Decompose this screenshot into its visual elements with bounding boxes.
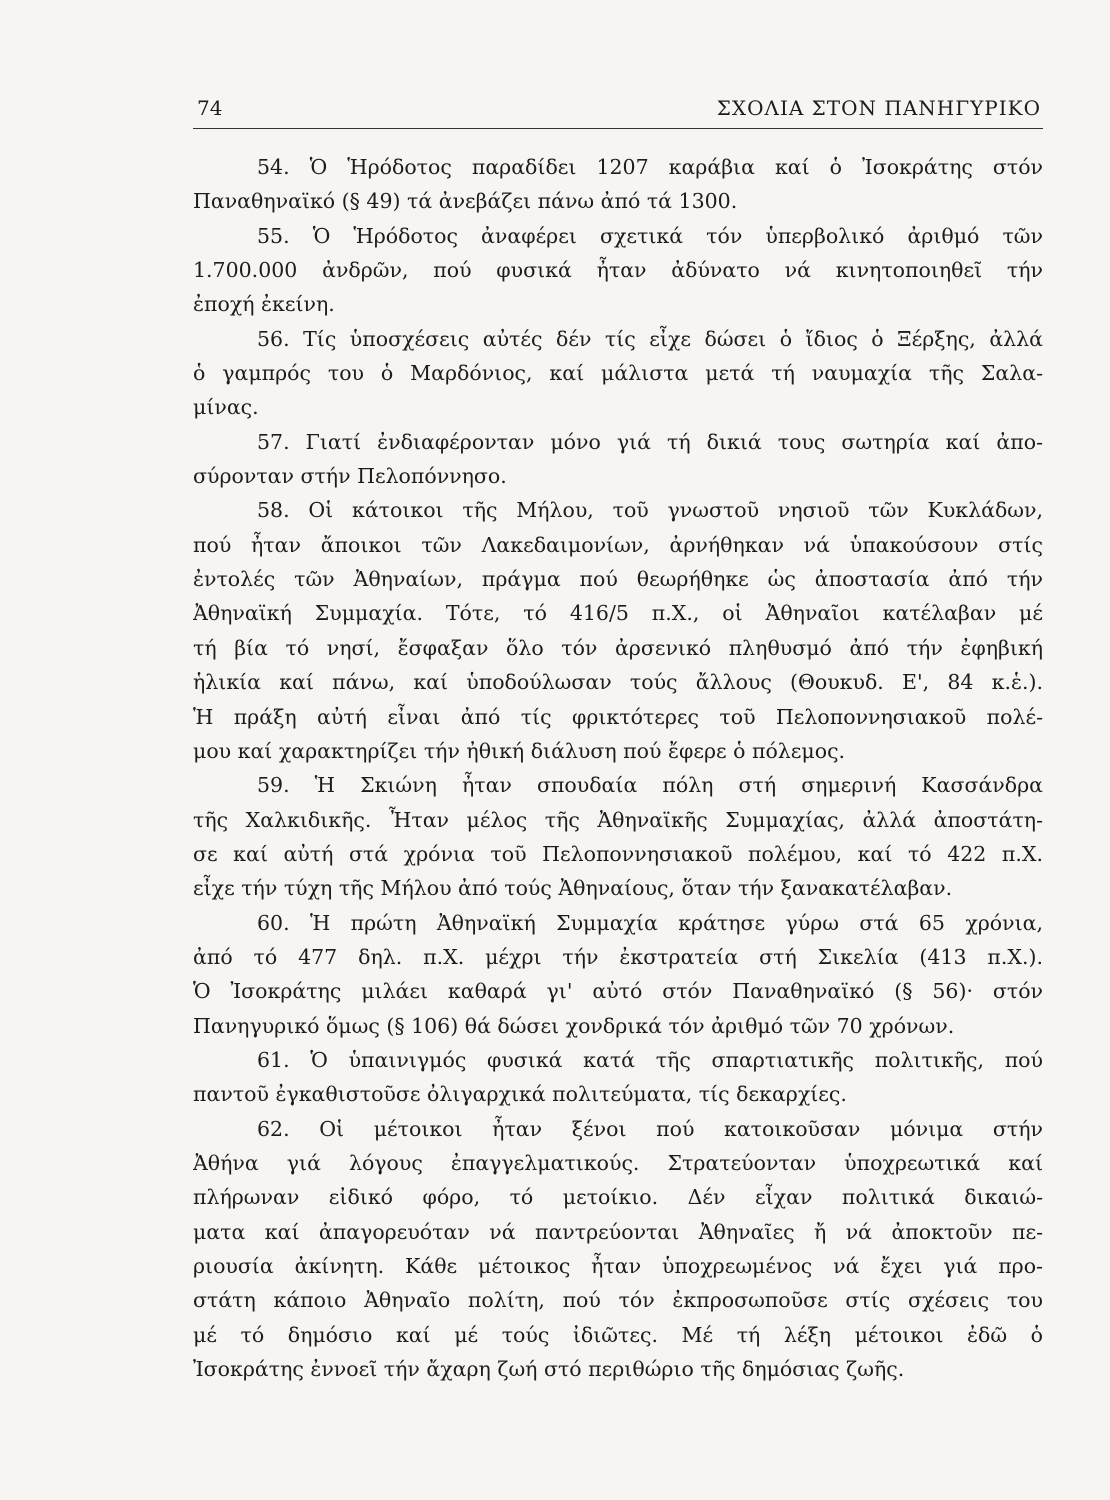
note-58-line: 58. Οἱ κάτοικοι τῆς Μήλου, τοῦ γνωστοῦ νησιοῦ τῶν Κυκλάδων, bbox=[257, 498, 1043, 523]
note-60-line: Πανηγυρικό ὅμως (§ 106) θά δώσει χονδρικά τόν ἀριθμό τῶν 70 χρόνων. bbox=[193, 1013, 955, 1038]
note-58-line: τή βία τό νησί, ἔσφαξαν ὅλο τόν ἀρσενικό πληθυσμό ἀπό τήν ἐφηβική bbox=[193, 635, 1043, 660]
commentary-notes bbox=[193, 150, 1043, 1386]
note-60-line: Ὁ Ἰσοκράτης μιλάει καθαρά γι' αὐτό στόν Παναθηναϊκό (§ 56)· στόν bbox=[193, 979, 1043, 1004]
page-header bbox=[193, 92, 1043, 129]
note-54-line: Παναθηναϊκό (§ 49) τά ἀνεβάζει πάνω ἀπό τά 1300. bbox=[193, 189, 738, 214]
note-62-line: 62. Οἱ μέτοικοι ἦταν ξένοι πού κατοικοῦσαν μόνιμα στήν bbox=[257, 1116, 1043, 1141]
note-56-line: 56. Τίς ὑποσχέσεις αὐτές δέν τίς εἶχε δώσει ὁ ἴδιος ὁ Ξέρξης, ἀλλά bbox=[257, 326, 1043, 351]
note-57-line: 57. Γιατί ἐνδιαφέρονταν μόνο γιά τή δικιά τους σωτηρία καί ἀπο- bbox=[257, 429, 1043, 454]
note-61-line: παντοῦ ἐγκαθιστοῦσε ὀλιγαρχικά πολιτεύματα, τίς δεκαρχίες. bbox=[193, 1082, 847, 1107]
note-57-line: σύρονταν στήν Πελοπόννησο. bbox=[193, 464, 507, 489]
note-61-line: 61. Ὁ ὑπαινιγμός φυσικά κατά τῆς σπαρτιατικῆς πολιτικῆς, πού bbox=[257, 1047, 1043, 1072]
note-58-line: ἡλικία καί πάνω, καί ὑποδούλωσαν τούς ἄλλους (Θουκυδ. Ε', 84 κ.ἑ.). bbox=[193, 670, 1043, 695]
note-59-line: σε καί αὐτή στά χρόνια τοῦ Πελοποννησιακοῦ πολέμου, καί τό 422 π.Χ. bbox=[193, 841, 1043, 866]
note-62-line: στάτη κάποιο Ἀθηναῖο πολίτη, πού τόν ἐκπροσωποῦσε στίς σχέσεις του bbox=[193, 1288, 1043, 1313]
note-56-line: μίνας. bbox=[193, 395, 259, 420]
note-62-line: ριουσία ἀκίνητη. Κάθε μέτοικος ἦταν ὑποχρεωμένος νά ἔχει γιά προ- bbox=[193, 1254, 1043, 1278]
note-58-line: πού ἦταν ἄποικοι τῶν Λακεδαιμονίων, ἀρνήθηκαν νά ὑπακούσουν στίς bbox=[193, 532, 1043, 557]
note-62-line: Ἰσοκράτης ἐννοεῖ τήν ἄχαρη ζωή στό περιθώριο τῆς δημόσιας ζωῆς. bbox=[193, 1357, 905, 1382]
page-number: 74 bbox=[197, 96, 223, 120]
note-62-line: μέ τό δημόσιο καί μέ τούς ἰδιῶτες. Μέ τή λέξη μέτοικοι ἐδῶ ὁ bbox=[193, 1322, 1043, 1347]
note-59-line: 59. Ἡ Σκιώνη ἦταν σπουδαία πόλη στή σημερινή Κασσάνδρα bbox=[257, 773, 1043, 798]
note-55-line: 1.700.000 ἀνδρῶν, πού φυσικά ἦταν ἀδύνατο νά κινητοποιηθεῖ τήν bbox=[193, 258, 1043, 283]
note-60-line: ἀπό τό 477 δηλ. π.Χ. μέχρι τήν ἐκστρατεία στή Σικελία (413 π.Χ.). bbox=[193, 944, 1043, 969]
note-60-line: 60. Ἡ πρώτη Ἀθηναϊκή Συμμαχία κράτησε γύρω στά 65 χρόνια, bbox=[257, 910, 1043, 935]
note-59-line: τῆς Χαλκιδικῆς. Ἦταν μέλος τῆς Ἀθηναϊκῆς Συμμαχίας, ἀλλά ἀποστάτη- bbox=[193, 807, 1043, 832]
note-55-line: ἐποχή ἐκείνη. bbox=[193, 292, 335, 317]
note-54-line: 54. Ὁ Ἡρόδοτος παραδίδει 1207 καράβια καί ὁ Ἰσοκράτης στόν bbox=[257, 155, 1043, 179]
note-56-line: ὁ γαμπρός του ὁ Μαρδόνιος, καί μάλιστα μετά τή ναυμαχία τῆς Σαλα- bbox=[193, 361, 1043, 386]
note-62-line: Ἀθήνα γιά λόγους ἐπαγγελματικούς. Στρατεύονταν ὑποχρεωτικά καί bbox=[193, 1150, 1043, 1175]
running-title: ΣΧΟΛΙΑ ΣΤΟΝ ΠΑΝΗΓΥΡΙΚΟ bbox=[716, 96, 1041, 120]
note-59-line: εἶχε τήν τύχη τῆς Μήλου ἀπό τούς Ἀθηναίους, ὅταν τήν ξανακατέλαβαν. bbox=[193, 876, 953, 901]
note-58-line: Ἀθηναϊκή Συμμαχία. Τότε, τό 416/5 π.Χ., οἱ Ἀθηναῖοι κατέλαβαν μέ bbox=[193, 601, 1043, 626]
note-62-line: πλήρωναν εἰδικό φόρο, τό μετοίκιο. Δέν εἶχαν πολιτικά δικαιώ- bbox=[193, 1185, 1043, 1210]
note-58-line: μου καί χαρακτηρίζει τήν ἠθική διάλυση πού ἔφερε ὁ πόλεμος. bbox=[193, 738, 846, 763]
note-58-line: Ἡ πράξη αὐτή εἶναι ἀπό τίς φρικτότερες τοῦ Πελοποννησιακοῦ πολέ- bbox=[193, 704, 1043, 729]
note-58-line: ἐντολές τῶν Ἀθηναίων, πράγμα πού θεωρήθηκε ὡς ἀποστασία ἀπό τήν bbox=[193, 567, 1043, 592]
note-62-line: ματα καί ἀπαγορευόταν νά παντρεύονται Ἀθηναῖες ἤ νά ἀποκτοῦν πε- bbox=[193, 1219, 1043, 1244]
note-55-line: 55. Ὁ Ἡρόδοτος ἀναφέρει σχετικά τόν ὑπερβολικό ἀριθμό τῶν bbox=[257, 223, 1043, 248]
